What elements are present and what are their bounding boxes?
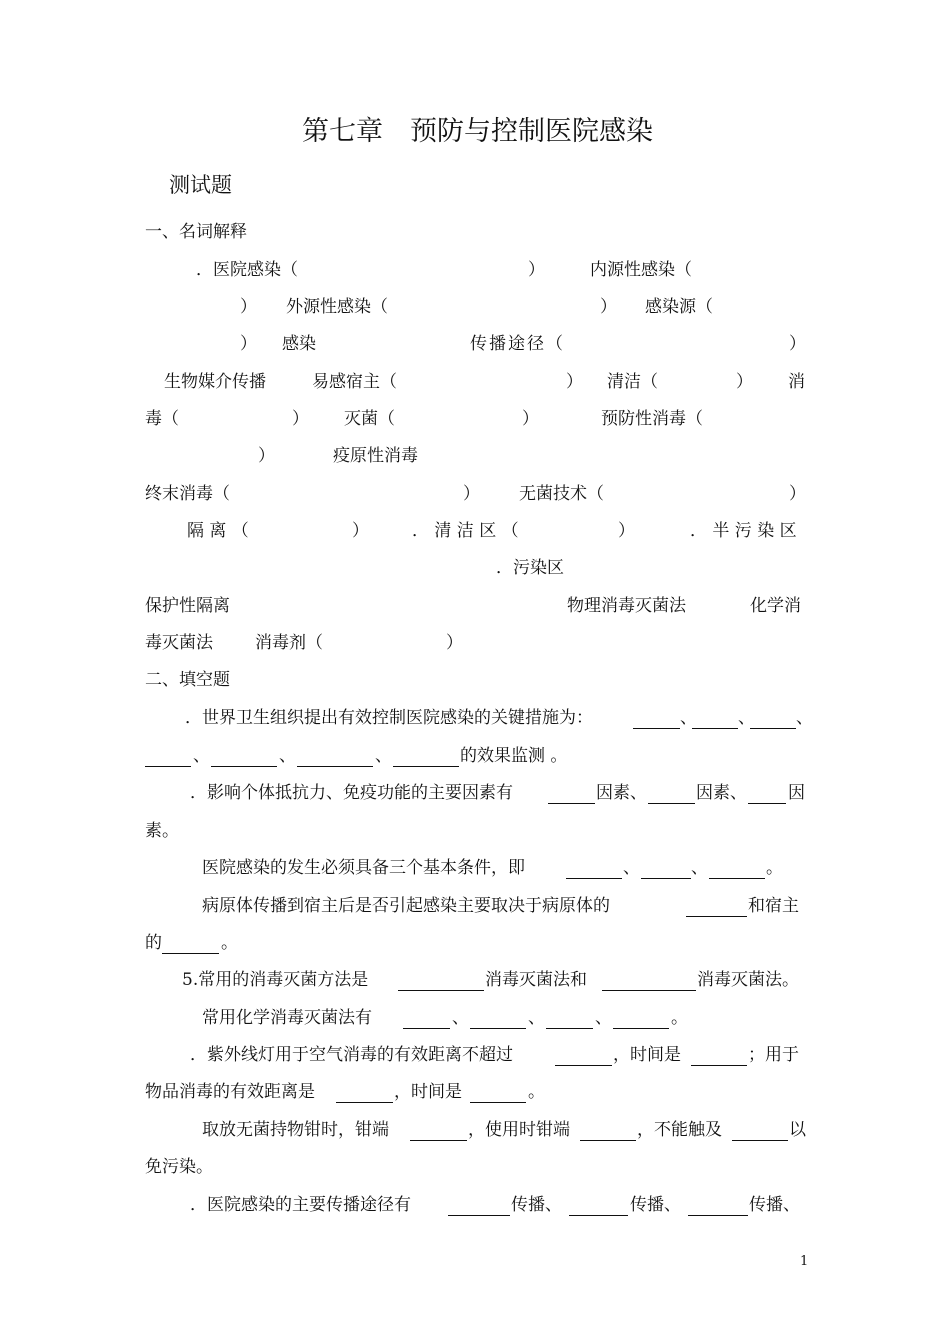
term: 无菌技术（ xyxy=(519,484,604,504)
question-text: 、 xyxy=(375,746,392,766)
answer-blank[interactable] xyxy=(692,728,738,729)
answer-blank[interactable] xyxy=(748,803,786,804)
term: ） xyxy=(240,297,257,317)
question-text: ，使用时钳端 xyxy=(468,1120,570,1140)
question-text: 医院感染的发生必须具备三个基本条件，即 xyxy=(202,858,525,878)
term: 消毒剂（ xyxy=(255,633,323,653)
answer-blank[interactable] xyxy=(580,1140,636,1141)
term: ） xyxy=(240,334,257,354)
term: ） xyxy=(789,334,806,354)
question-text: 、 xyxy=(680,708,697,728)
question-text: ，不能触及 xyxy=(637,1120,722,1140)
answer-blank[interactable] xyxy=(709,878,765,879)
question-text: 。 xyxy=(221,933,238,953)
question-text: 、 xyxy=(623,858,640,878)
term: ． 半 污 染 区 xyxy=(690,521,797,541)
question-text: ，时间是 xyxy=(394,1082,462,1102)
question-text: 5.常用的消毒灭菌方法是 xyxy=(182,970,369,990)
term: 感染源（ xyxy=(645,297,713,317)
answer-blank[interactable] xyxy=(555,1065,612,1066)
question-text: 、 xyxy=(279,746,296,766)
question-text: 以 xyxy=(789,1120,806,1140)
term: 感染 xyxy=(282,334,316,354)
question-text: 、 xyxy=(452,1008,469,1028)
question-text: 传播、 xyxy=(511,1195,562,1215)
term: 灭菌（ xyxy=(344,409,395,429)
question-text: 的效果监测 。 xyxy=(460,746,568,766)
term: ） xyxy=(600,297,617,317)
term: 化学消 xyxy=(750,596,801,616)
answer-blank[interactable] xyxy=(470,1102,526,1103)
term: ． 清 洁 区 （ xyxy=(412,521,519,541)
question-text: 素。 xyxy=(145,821,179,841)
term: ） xyxy=(292,409,309,429)
term: ） xyxy=(352,521,369,541)
question-text: 。 xyxy=(528,1082,545,1102)
question-text: 和宿主 xyxy=(748,896,799,916)
question-text: 。 xyxy=(671,1008,688,1028)
answer-blank[interactable] xyxy=(613,1028,669,1029)
answer-blank[interactable] xyxy=(569,1215,628,1216)
term: 终末消毒（ xyxy=(145,484,230,504)
question-text: 消毒灭菌法和 xyxy=(485,970,587,990)
answer-blank[interactable] xyxy=(297,766,373,767)
term: ．污染区 xyxy=(496,558,564,578)
section-heading: 二、填空题 xyxy=(145,670,230,690)
subtitle: 测试题 xyxy=(169,173,232,197)
question-text: ；用于 xyxy=(748,1045,799,1065)
term: ） xyxy=(258,446,275,466)
answer-blank[interactable] xyxy=(732,1140,788,1141)
question-text: 传播、 xyxy=(630,1195,681,1215)
term: 清洁（ xyxy=(607,372,658,392)
answer-blank[interactable] xyxy=(548,803,595,804)
question-text: 、 xyxy=(193,746,210,766)
term: ） xyxy=(789,484,806,504)
answer-blank[interactable] xyxy=(162,953,219,954)
question-text: 免污染。 xyxy=(145,1157,213,1177)
answer-blank[interactable] xyxy=(691,1065,747,1066)
term: ） xyxy=(566,372,583,392)
answer-blank[interactable] xyxy=(633,728,680,729)
answer-blank[interactable] xyxy=(688,1215,748,1216)
question-text: 的 xyxy=(145,933,162,953)
question-text: 、 xyxy=(691,858,708,878)
term: 毒灭菌法 xyxy=(145,633,213,653)
answer-blank[interactable] xyxy=(546,1028,593,1029)
question-text: 传播、 xyxy=(749,1195,800,1215)
question-text: 病原体传播到宿主后是否引起感染主要取决于病原体的 xyxy=(202,896,610,916)
question-text: 因 xyxy=(788,783,805,803)
term: 物理消毒灭菌法 xyxy=(567,596,686,616)
answer-blank[interactable] xyxy=(686,916,747,917)
question-text: 、 xyxy=(738,708,755,728)
question-text: 因素、 xyxy=(696,783,747,803)
section-heading: 一、名词解释 xyxy=(145,222,247,242)
term: 易感宿主（ xyxy=(312,372,397,392)
term: 隔 离 （ xyxy=(187,521,249,541)
term: ） xyxy=(736,372,753,392)
term: 内源性感染（ xyxy=(590,260,692,280)
question-text: ．影响个体抵抗力、免疫功能的主要因素有 xyxy=(190,783,513,803)
term: ） xyxy=(463,484,480,504)
term: ） xyxy=(528,260,545,280)
answer-blank[interactable] xyxy=(403,1028,450,1029)
question-text: 取放无菌持物钳时，钳端 xyxy=(202,1120,389,1140)
question-text: 。 xyxy=(766,858,783,878)
term: 消 xyxy=(788,372,805,392)
answer-blank[interactable] xyxy=(398,990,484,991)
answer-blank[interactable] xyxy=(410,1140,467,1141)
term: 传播途径（ xyxy=(470,334,565,354)
answer-blank[interactable] xyxy=(602,990,696,991)
answer-blank[interactable] xyxy=(448,1215,510,1216)
question-text: 消毒灭菌法。 xyxy=(697,970,799,990)
answer-blank[interactable] xyxy=(750,728,796,729)
answer-blank[interactable] xyxy=(566,878,622,879)
answer-blank[interactable] xyxy=(211,766,277,767)
question-text: ．紫外线灯用于空气消毒的有效距离不超过 xyxy=(190,1045,513,1065)
term: ） xyxy=(618,521,635,541)
question-text: ．世界卫生组织提出有效控制医院感染的关键措施为： xyxy=(185,708,593,728)
question-text: 、 xyxy=(528,1008,545,1028)
question-text: 、 xyxy=(595,1008,612,1028)
page-number: 1 xyxy=(800,1254,809,1269)
answer-blank[interactable] xyxy=(336,1102,393,1103)
question-text: ，时间是 xyxy=(613,1045,681,1065)
question-text: 常用化学消毒灭菌法有 xyxy=(202,1008,372,1028)
answer-blank[interactable] xyxy=(470,1028,526,1029)
answer-blank[interactable] xyxy=(393,766,459,767)
question-text: ．医院感染的主要传播途径有 xyxy=(190,1195,411,1215)
answer-blank[interactable] xyxy=(145,766,191,767)
term: ．医院感染（ xyxy=(196,260,298,280)
term: 预防性消毒（ xyxy=(601,409,703,429)
term: 外源性感染（ xyxy=(286,297,388,317)
term: ） xyxy=(446,633,463,653)
term: 保护性隔离 xyxy=(145,596,230,616)
term: 生物媒介传播 xyxy=(164,372,266,392)
page-title: 第七章 预防与控制医院感染 xyxy=(302,116,653,147)
answer-blank[interactable] xyxy=(641,878,691,879)
term: 疫原性消毒 xyxy=(333,446,418,466)
term: 毒（ xyxy=(145,409,179,429)
question-text: 物品消毒的有效距离是 xyxy=(145,1082,315,1102)
answer-blank[interactable] xyxy=(648,803,695,804)
question-text: 因素、 xyxy=(596,783,647,803)
question-text: 、 xyxy=(796,708,813,728)
term: ） xyxy=(522,409,539,429)
